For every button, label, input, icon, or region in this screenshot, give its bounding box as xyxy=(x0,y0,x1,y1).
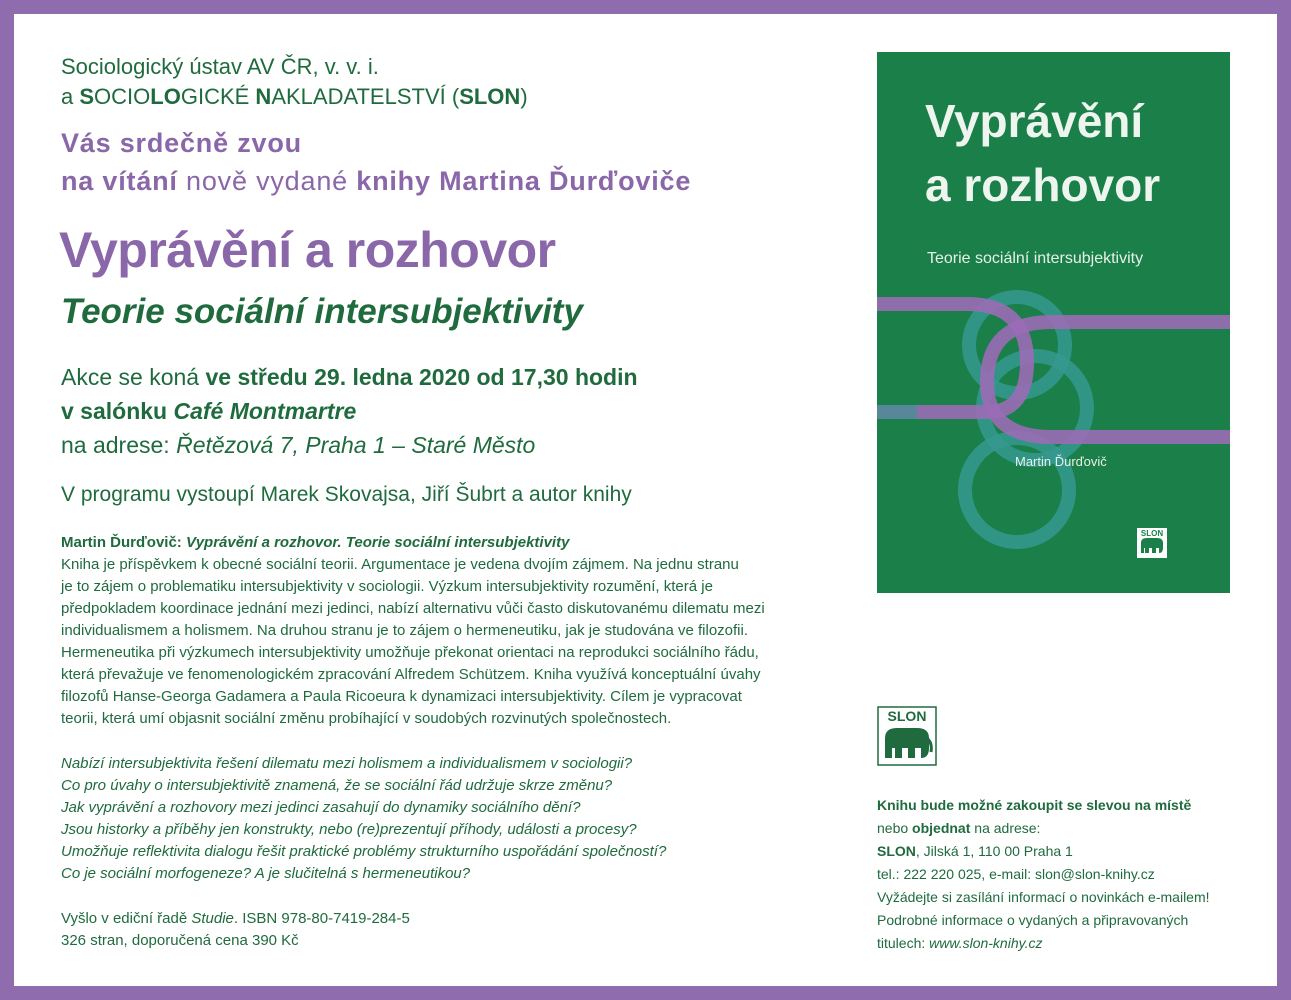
invitation-sheet xyxy=(14,14,1277,986)
event-date: ve středu 29. ledna 2020 od 17,30 hodin xyxy=(205,364,638,390)
order-newsletter: Vyžádejte si zasílání informací o novinkách e-mailem! xyxy=(877,889,1210,905)
order-heading: Knihu bude možné zakoupit se slevou na místě xyxy=(877,797,1192,813)
organizer-line-1: Sociologický ústav AV ČR, v. v. i. xyxy=(61,54,379,79)
invitation-line-2 xyxy=(61,162,691,200)
org-part: AKLADATELSTVÍ ( xyxy=(271,84,460,109)
elephant-icon xyxy=(1136,527,1168,559)
order-text: objednat xyxy=(912,820,971,836)
description-line: Hermeneutika při výzkumech intersubjektivity umožňuje překonat orientaci na reprodukci sociálního řádu, xyxy=(61,644,759,661)
publication-line-1 xyxy=(61,908,410,930)
event-date-line xyxy=(61,360,638,394)
order-address xyxy=(877,840,1073,863)
question-line: Jak vyprávění a rozhovory mezi jedinci zasahují do dynamiky sociálního dění? xyxy=(61,799,581,816)
event-address: Řetězová 7, Praha 1 – Staré Město xyxy=(176,432,536,458)
series-name: Studie xyxy=(191,910,234,927)
order-text: titulech: xyxy=(877,935,930,951)
cover-title-line-2: a rozhovor xyxy=(925,159,1161,211)
invitation-line-1: Vás srdečně zvou xyxy=(61,128,302,158)
publication-line-2: 326 stran, doporučená cena 390 Kč xyxy=(61,932,299,949)
isbn: . ISBN 978-80-7419-284-5 xyxy=(233,910,410,927)
elephant-icon xyxy=(877,706,937,766)
event-venue-line xyxy=(61,394,356,428)
question-line: Co pro úvahy o intersubjektivitě znamená, že se sociální řád udržuje skrze změnu? xyxy=(61,777,613,794)
invitation-bold: na vítání xyxy=(61,166,178,196)
org-part: N xyxy=(255,84,272,109)
org-part: ) xyxy=(520,84,528,109)
website-link[interactable]: www.slon-knihy.cz xyxy=(929,935,1043,951)
organizer-line-2 xyxy=(61,82,528,112)
invitation-bold: knihy Martina Ďurďoviče xyxy=(356,166,692,196)
org-part: SLON xyxy=(459,84,521,109)
order-line-2 xyxy=(877,817,1040,840)
org-part: a xyxy=(61,84,80,109)
event-text: v salónku xyxy=(61,398,174,424)
cover-title-line-1: Vyprávění xyxy=(925,95,1144,147)
order-text: na adrese: xyxy=(970,820,1041,836)
description-author: Martin Ďurďovič: xyxy=(61,534,186,551)
order-website-line xyxy=(877,932,1042,955)
org-part: LO xyxy=(150,84,181,109)
description-line: která převažuje ve fenomenologickém zpracování Alfredem Schützem. Kniha využívá konceptuální úvahy xyxy=(61,666,761,683)
order-contact: tel.: 222 220 025, e-mail: slon@slon-knihy.cz xyxy=(877,866,1155,882)
description-title: Vyprávění a rozhovor. Teorie sociální intersubjektivity xyxy=(185,534,570,551)
event-text: Akce se koná xyxy=(61,364,206,390)
book-cover xyxy=(877,52,1230,593)
order-text: nebo xyxy=(877,820,913,836)
org-part: S xyxy=(79,84,95,109)
description-line: teorii, která umí objasnit sociální změnu probíhající v soudobých rozvinutých společnostech. xyxy=(61,710,672,727)
slon-publisher-logo xyxy=(877,706,937,766)
event-venue: Café Montmartre xyxy=(173,398,357,424)
event-address-line xyxy=(61,428,535,462)
description-line: je to zájem o problematiku intersubjektivity v sociologii. Výzkum intersubjektivity rozumění, která je xyxy=(61,578,713,595)
question-line: Nabízí intersubjektivita řešení dilematu mezi holismem a individualismem v sociologii? xyxy=(61,755,633,772)
order-line-1 xyxy=(877,794,1191,817)
description-line: Kniha je příspěvkem k obecné sociální teorii. Argumentace je vedena dvojím zájmem. Na jednu stranu xyxy=(61,556,739,573)
publication-text: Vyšlo v ediční řadě xyxy=(61,910,192,927)
org-part: OCIO xyxy=(94,84,151,109)
order-text: SLON xyxy=(877,843,916,859)
program-line: V programu vystoupí Marek Skovajsa, Jiří Šubrt a autor knihy xyxy=(61,483,632,506)
question-line: Co je sociální morfogeneze? A je slučitelná s hermeneutikou? xyxy=(61,865,471,882)
cover-author: Martin Ďurďovič xyxy=(1015,454,1107,469)
cover-logo-text: SLON xyxy=(1140,529,1164,538)
description-line: filozofů Hanse-Georga Gadamera a Paula Ricoeura k dynamizaci intersubjektivity. Cílem je vypracovat xyxy=(61,688,742,705)
description-line: individualismem a holismem. Na druhou stranu je to zájem o hermeneutiku, jak je studována ve filozofii. xyxy=(61,622,749,639)
book-title: Vyprávění a rozhovor xyxy=(59,222,556,278)
logo-text: SLON xyxy=(887,708,927,724)
cover-slon-logo xyxy=(1136,527,1168,559)
order-text: , Jilská 1, 110 00 Praha 1 xyxy=(915,843,1073,859)
description-heading xyxy=(61,532,569,554)
order-info: Podrobné informace o vydaných a připravovaných xyxy=(877,912,1189,928)
book-subtitle: Teorie sociální intersubjektivity xyxy=(61,292,583,331)
event-text: na adrese: xyxy=(61,432,177,458)
description-line: předpokladem koordinace jednání mezi jedinci, nabízí alternativu vůči často diskutovanému dilematu mezi xyxy=(61,600,765,617)
question-line: Umožňuje reflektivita dialogu řešit praktické problémy strukturního uspořádání společností? xyxy=(61,843,667,860)
org-part: GICKÉ xyxy=(180,84,256,109)
cover-subtitle: Teorie sociální intersubjektivity xyxy=(927,250,1144,267)
invitation-regular: nově vydané xyxy=(177,166,357,196)
question-line: Jsou historky a příběhy jen konstrukty, nebo (re)prezentují příhody, události a procesy? xyxy=(61,821,637,838)
